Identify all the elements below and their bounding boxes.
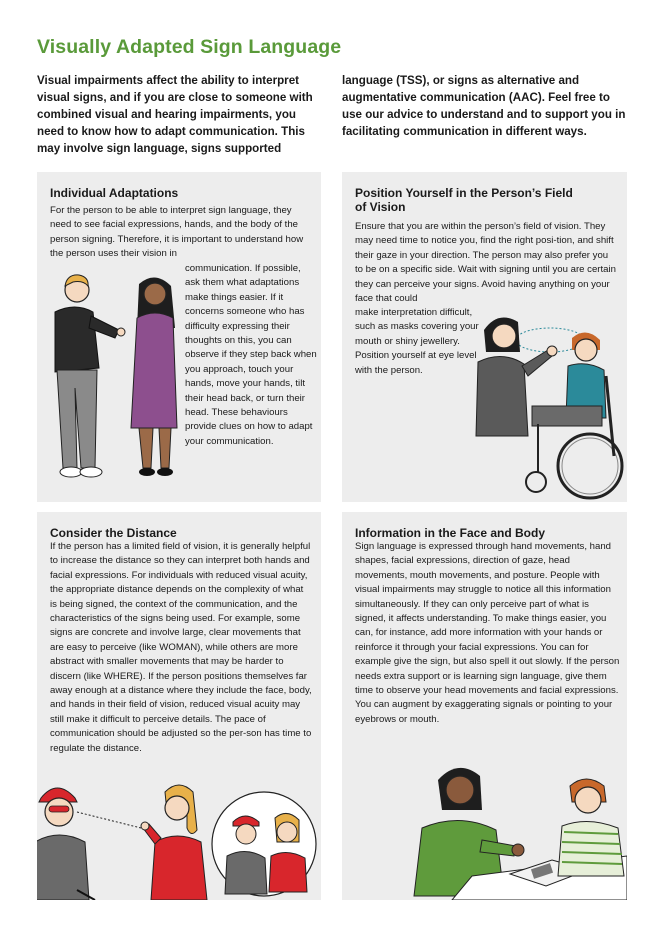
section-text: For the person to be able to interpret sign language, they need to see facial expressions, hands, and the body of the person signing. Therefore, it is important to understand how the person uses their vision in: [50, 205, 304, 260]
section-text: Ensure that you are within the person’s field of vision. They may need time to notice you, find the right posi-tion, and shift their gaze in your direction. The person may also prefer you to be on a specific side. Wait with signing until you are certain they can perceive your signs. Avoid having anything on your face that could: [355, 221, 616, 305]
section-position-yourself: [342, 172, 627, 502]
section-heading: Individual Adaptations: [50, 186, 179, 200]
section-heading: Information in the Face and Body: [355, 526, 546, 540]
section-text: If the person has a limited field of vision, it is generally helpful to increase the distance so they can interpret both hands and facial expressions. For individuals with reduced visual acuity, the appropriate distance depends on the complexity of what is being signed, the context of the communication, and the characteristics of the signs being used. For example, some signs are concrete and involve large, clear movements that are easy to perceive (like WOMAN), while others are more abstract with smaller movements that may be harder to discern (like WHERE). If the person positions themselves far away enough at a distance where they include the face, body, and hands in their field of vision, reduced visual acuity may still make it difficult to perceive details. The pace of communication should be adjusted so the per-son has time to regulate the distance.: [50, 541, 312, 754]
page-title: Visually Adapted Sign Language: [37, 36, 342, 58]
section-heading: Consider the Distance: [50, 526, 177, 540]
section-consider-distance: [37, 512, 321, 900]
intro-text-left: Visual impairments affect the ability to interpret visual signs, and if you are close to someone with combined visual and hearing impairments, you need to know how to adapt communication. This may involve sign language, signs supported: [37, 74, 313, 155]
two-people-signing-illustration: [37, 268, 187, 502]
intro-text-right: language (TSS), or signs as alternative and augmentative communication (AAC). Feel free to use our advice to understand and to support you in facilitating communication in different ways.: [342, 74, 626, 138]
face-and-body-signing-illustration: [412, 756, 627, 900]
section-heading: Position Yourself in the Person’s Field of Vision: [355, 186, 573, 214]
signing-to-wheelchair-user-illustration: [472, 306, 627, 502]
section-face-and-body: [342, 512, 627, 900]
distance-signing-illustration: [37, 772, 321, 900]
section-individual-adaptations: [37, 172, 321, 502]
section-text-continued: communication. If possible, ask them what adaptations make things easier. If it concerns someone who has difficulty expressing their thoughts on this, you can observe if they step back when you approach, touch your hands, move your hands, tilt their head back, or turn their head. These behaviours provide clues on how to adapt your communication.: [185, 263, 317, 447]
section-text-continued: make interpretation difficult, such as masks covering your mouth or shiny jewellery. Position yourself at eye level with the person.: [355, 307, 479, 376]
section-text: Sign language is expressed through hand movements, hand shapes, facial expressions, direction of gaze, head movements, mouth movements, and posture. People with visual impairments may struggle to notice all this information simultaneously. If they can only perceive part of what is signed, it affects understanding. To make things easier, you can, for instance, add more information with your hands or reinforce it through your facial expressions. You can for example give the sign, but also spell it out slowly. If the person needs extra support or is learning sign language, give them time to observe your head movements and facial expressions. You can augment by exaggerating signals or pointing to your eyebrows or mouth.: [355, 541, 620, 725]
